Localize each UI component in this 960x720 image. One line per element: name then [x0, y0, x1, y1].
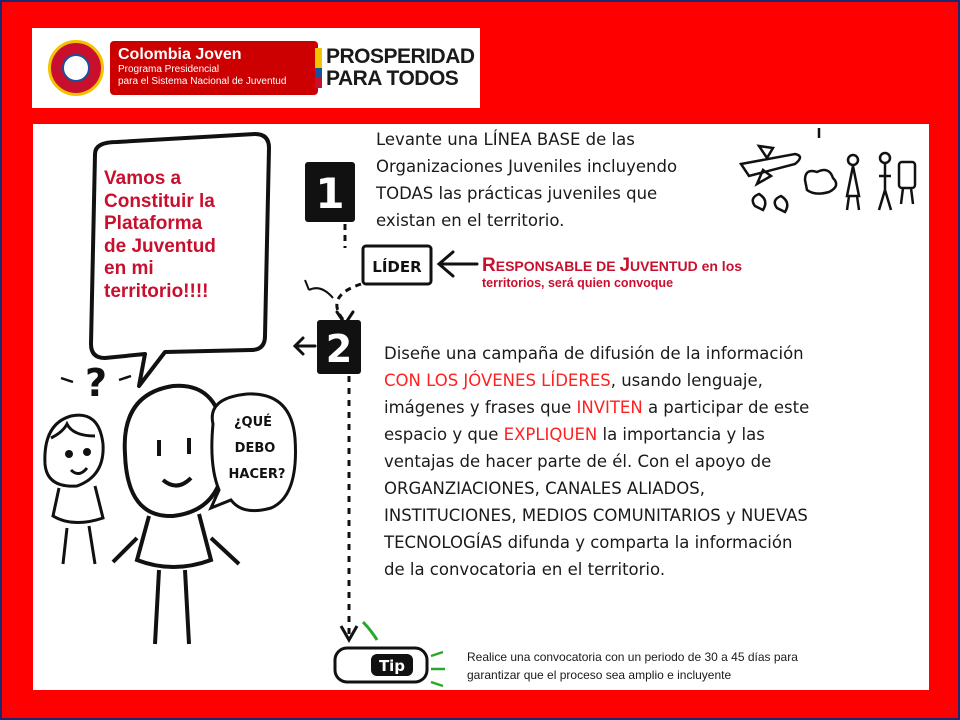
flag-stripe-icon — [315, 48, 322, 88]
doodles-icon — [741, 128, 915, 212]
tip-line1: Realice una convocatoria con un periodo de 30 a 45 días para — [467, 650, 798, 664]
step-1-icon — [305, 162, 355, 222]
step-2-text: , usando lenguaje, — [610, 371, 763, 390]
step-2-text: ORGANZIACIONES, CANALES ALIADOS, — [384, 479, 705, 498]
step-2-text: de la convocatoria en el territorio. — [384, 560, 666, 579]
step-2-text: TECNOLOGÍAS difunda y comparta la información — [384, 533, 793, 552]
resp-de: DE — [596, 258, 616, 274]
colombia-joven-logo — [110, 41, 318, 95]
lider-tag-icon — [363, 246, 431, 284]
bubble-line: Vamos a — [104, 168, 182, 189]
bubble-line: en mi — [104, 258, 154, 279]
resp-line2: territorios, será quien convoque — [482, 276, 674, 290]
step-2-text: a participar de este — [642, 398, 810, 417]
bubble-line: Plataforma — [104, 213, 203, 234]
bubble-line: territorio!!!! — [104, 280, 209, 302]
step-2-text: INSTITUCIONES, MEDIOS COMUNITARIOS y NUEVAS — [384, 506, 808, 525]
step-2-text: espacio y que — [384, 425, 504, 444]
step-2-highlight: EXPLIQUEN — [503, 425, 598, 444]
prosperidad-line1: PROSPERIDAD — [326, 45, 475, 68]
bubble-line: de Juventud — [104, 235, 216, 257]
tip-tag-icon — [335, 648, 445, 686]
step-1-line: Levante una LÍNEA BASE de las — [376, 130, 635, 149]
colombia-crest-icon — [48, 40, 104, 96]
prosperidad-logo — [326, 46, 475, 90]
tip-tag-text: Tip — [378, 657, 406, 675]
step-1-line: TODAS las prácticas juveniles que — [376, 184, 658, 203]
content-panel — [33, 124, 929, 690]
lider-tag-text: LÍDER — [372, 258, 422, 276]
colombia-joven-subtitle-2: para el Sistema Nacional de Juventud — [118, 76, 287, 87]
resp-r-rest: ESPONSABLE — [495, 258, 593, 274]
step-2-highlight: INVITEN — [576, 398, 643, 417]
step-2-text: imágenes y frases que — [384, 398, 577, 417]
step-2-icon — [317, 320, 361, 374]
colombia-joven-subtitle-1: Programa Presidencial — [118, 64, 220, 75]
step-1-line: existan en el territorio. — [376, 211, 565, 230]
step-2-number: 2 — [325, 327, 353, 371]
step-2-text: Diseñe una campaña de difusión de la información — [384, 344, 804, 363]
step-2-highlight: CON LOS JÓVENES LÍDERES — [384, 371, 611, 390]
question-bubble-line3: HACER? — [228, 467, 286, 482]
responsable-caption — [482, 257, 842, 291]
resp-en-los: en los — [701, 258, 743, 274]
step-2-description — [384, 340, 904, 583]
step-1-number: 1 — [315, 169, 345, 218]
logo-banner — [32, 28, 480, 108]
tip-text — [467, 648, 917, 684]
prosperidad-line2: PARA TODOS — [326, 67, 459, 90]
girl-figure-icon — [45, 415, 103, 564]
question-mark-text: ? — [85, 361, 108, 405]
step-2-text: ventajas de hacer parte de él. Con el apoyo de — [384, 452, 772, 471]
step-2-text: la importancia y las — [597, 425, 765, 444]
bubble-text — [104, 168, 254, 303]
resp-j-rest: UVENTUD — [630, 258, 698, 274]
tip-line2: garantizar que el proceso sea amplio e incluyente — [467, 668, 732, 682]
step-1-description — [376, 126, 736, 234]
resp-j-cap: J — [619, 255, 631, 276]
question-bubble-line2: DEBO — [234, 441, 276, 456]
question-bubble-line1: ¿QUÉ — [233, 415, 273, 430]
step-1-line: Organizaciones Juveniles incluyendo — [376, 157, 678, 176]
colombia-joven-title: Colombia Joven — [118, 46, 242, 63]
bubble-line: Constituir la — [104, 190, 215, 212]
resp-r-cap: R — [482, 255, 496, 276]
